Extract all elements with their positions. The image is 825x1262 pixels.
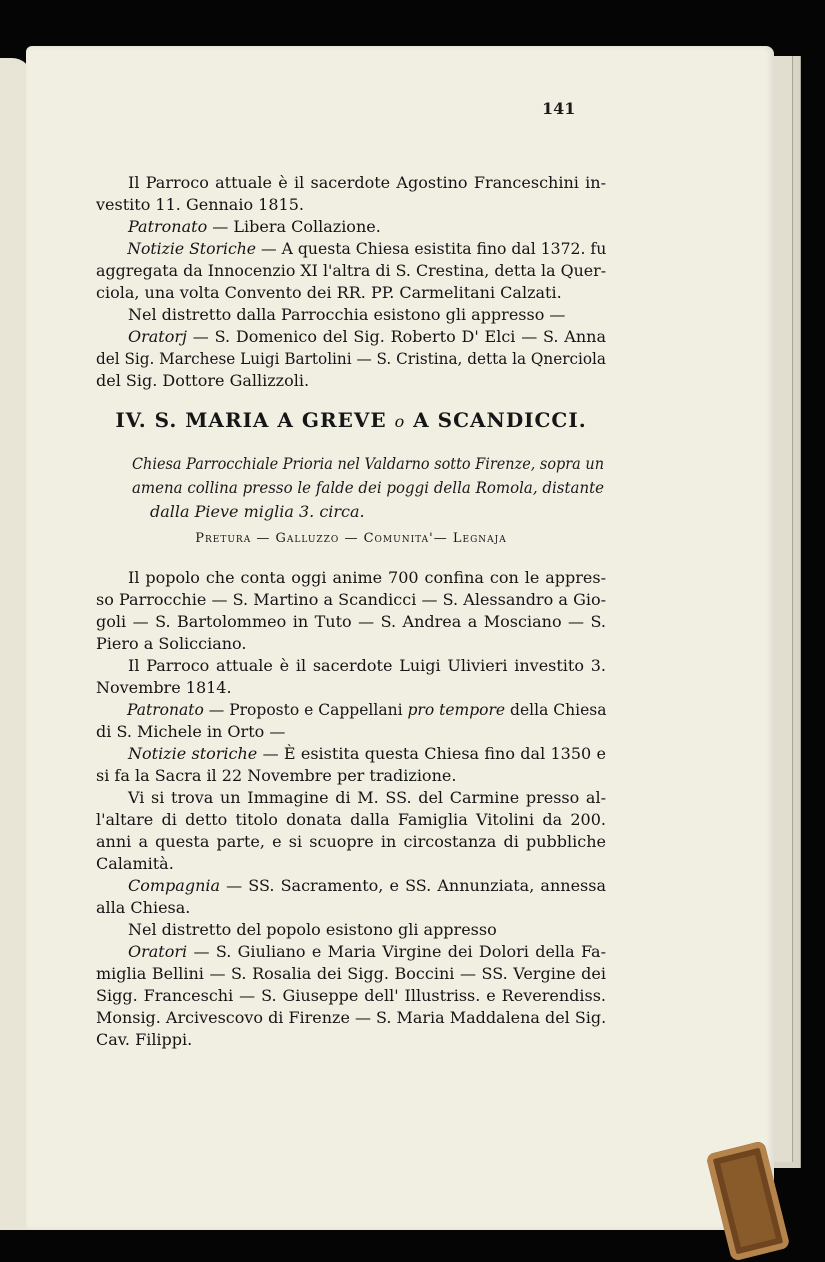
patronato-label: Patronato	[127, 700, 204, 719]
pretura: Pretura	[195, 531, 252, 546]
galluzzo: Galluzzo	[275, 531, 340, 546]
oratorj-label: Oratorj	[128, 327, 187, 346]
text-line: so Parrocchie — S. Martino a Scandicci — S. Alessandro a Gio-	[96, 590, 606, 609]
text-line: Nel distretto dalla Parrocchia esistono gli appresso —	[128, 305, 566, 324]
subtitle-line: dalla Pieve miglia 3. circa.	[150, 502, 365, 521]
main-section	[96, 567, 606, 1051]
notizie-label: Notizie Storiche	[127, 239, 257, 258]
text-line: goli — S. Bartolommeo in Tuto — S. Andrea a Mosciano — S.	[96, 612, 606, 631]
text-line: Sigg. Franceschi — S. Giuseppe dell' Illustriss. e Reverendiss.	[96, 986, 606, 1005]
text-line: Cav. Filippi.	[96, 1030, 193, 1049]
comunita: Comunita'	[363, 531, 434, 546]
text-line: di S. Michele in Orto —	[96, 722, 286, 741]
compagnia-label: Compagnia	[128, 876, 221, 895]
text-line: Notizie storiche — È esistita questa Chiesa fino dal 1350 e	[128, 744, 606, 763]
text-line: vestito 11. Gennaio 1815.	[96, 195, 304, 214]
text-line: Il Parroco attuale è il sacerdote Luigi Ulivieri investito 3.	[128, 656, 606, 675]
text-line: Patronato — Libera Collazione.	[128, 217, 381, 236]
text-line: Vi si trova un Immagine di M. SS. del Carmine presso al-	[128, 788, 606, 807]
text-line: Notizie Storiche — A questa Chiesa esistita fino dal 1372. fu	[127, 239, 607, 258]
text-line: del Sig. Marchese Luigi Bartolini — S. Cristina, detta la Qnerciola	[96, 349, 607, 368]
location-line: Pretura — Galluzzo — Comunita'— Legnaja	[195, 531, 507, 546]
text-line: Oratori — S. Giuliano e Maria Virgine dei Dolori della Fa-	[128, 942, 607, 961]
oratori-label: Oratori	[128, 942, 188, 961]
text-line: Compagnia — SS. Sacramento, e SS. Annunziata, annessa	[128, 876, 606, 895]
text-line: alla Chiesa.	[96, 898, 191, 917]
text-line: si fa la Sacra il 22 Novembre per tradizione.	[96, 766, 457, 785]
text-line: Piero a Solicciano.	[96, 634, 247, 653]
subtitle-line: Chiesa Parrocchiale Prioria nel Valdarno sotto Firenze, sopra un	[132, 454, 605, 473]
text-line: Novembre 1814.	[96, 678, 232, 697]
text-line: del Sig. Dottore Gallizzoli.	[96, 371, 310, 390]
text-line: l'altare di detto titolo donata dalla Famiglia Vitolini da 200.	[96, 810, 606, 829]
text-line: Monsig. Arcivescovo di Firenze — S. Maria Maddalena del Sig.	[96, 1008, 607, 1027]
page-number: 141	[542, 99, 576, 118]
subtitle-line: amena collina presso le falde dei poggi della Romola, distante	[132, 478, 604, 497]
text-line: ciola, una volta Convento dei RR. PP. Carmelitani Calzati.	[96, 283, 562, 302]
text-line: aggregata da Innocenzio XI l'altra di S. Crestina, detta la Quer-	[96, 261, 607, 280]
text-line: Oratorj — S. Domenico del Sig. Roberto D' Elci — S. Anna	[128, 327, 606, 346]
text-line: anni a questa parte, e si scuopre in circostanza di pubbliche	[96, 832, 606, 851]
legnaja: Legnaja	[452, 531, 507, 546]
text-line: Calamità.	[96, 854, 174, 873]
text-line: miglia Bellini — S. Rosalia dei Sigg. Boccini — SS. Vergine dei	[96, 964, 606, 983]
text-line: Il Parroco attuale è il sacerdote Agostino Franceschini in-	[128, 173, 606, 192]
text-line: Il popolo che conta oggi anime 700 confina con le appres-	[128, 568, 606, 587]
notizie-label: Notizie storiche	[128, 744, 258, 763]
text-line: Nel distretto del popolo esistono gli appresso	[128, 920, 497, 939]
patronato-label: Patronato	[128, 217, 208, 236]
church-description	[132, 452, 604, 524]
text-line: Patronato — Proposto e Cappellani pro tempore della Chiesa	[127, 700, 607, 719]
top-section	[96, 172, 606, 392]
section-heading: IV. S. MARIA A GREVE o A SCANDICCI.	[115, 408, 587, 432]
